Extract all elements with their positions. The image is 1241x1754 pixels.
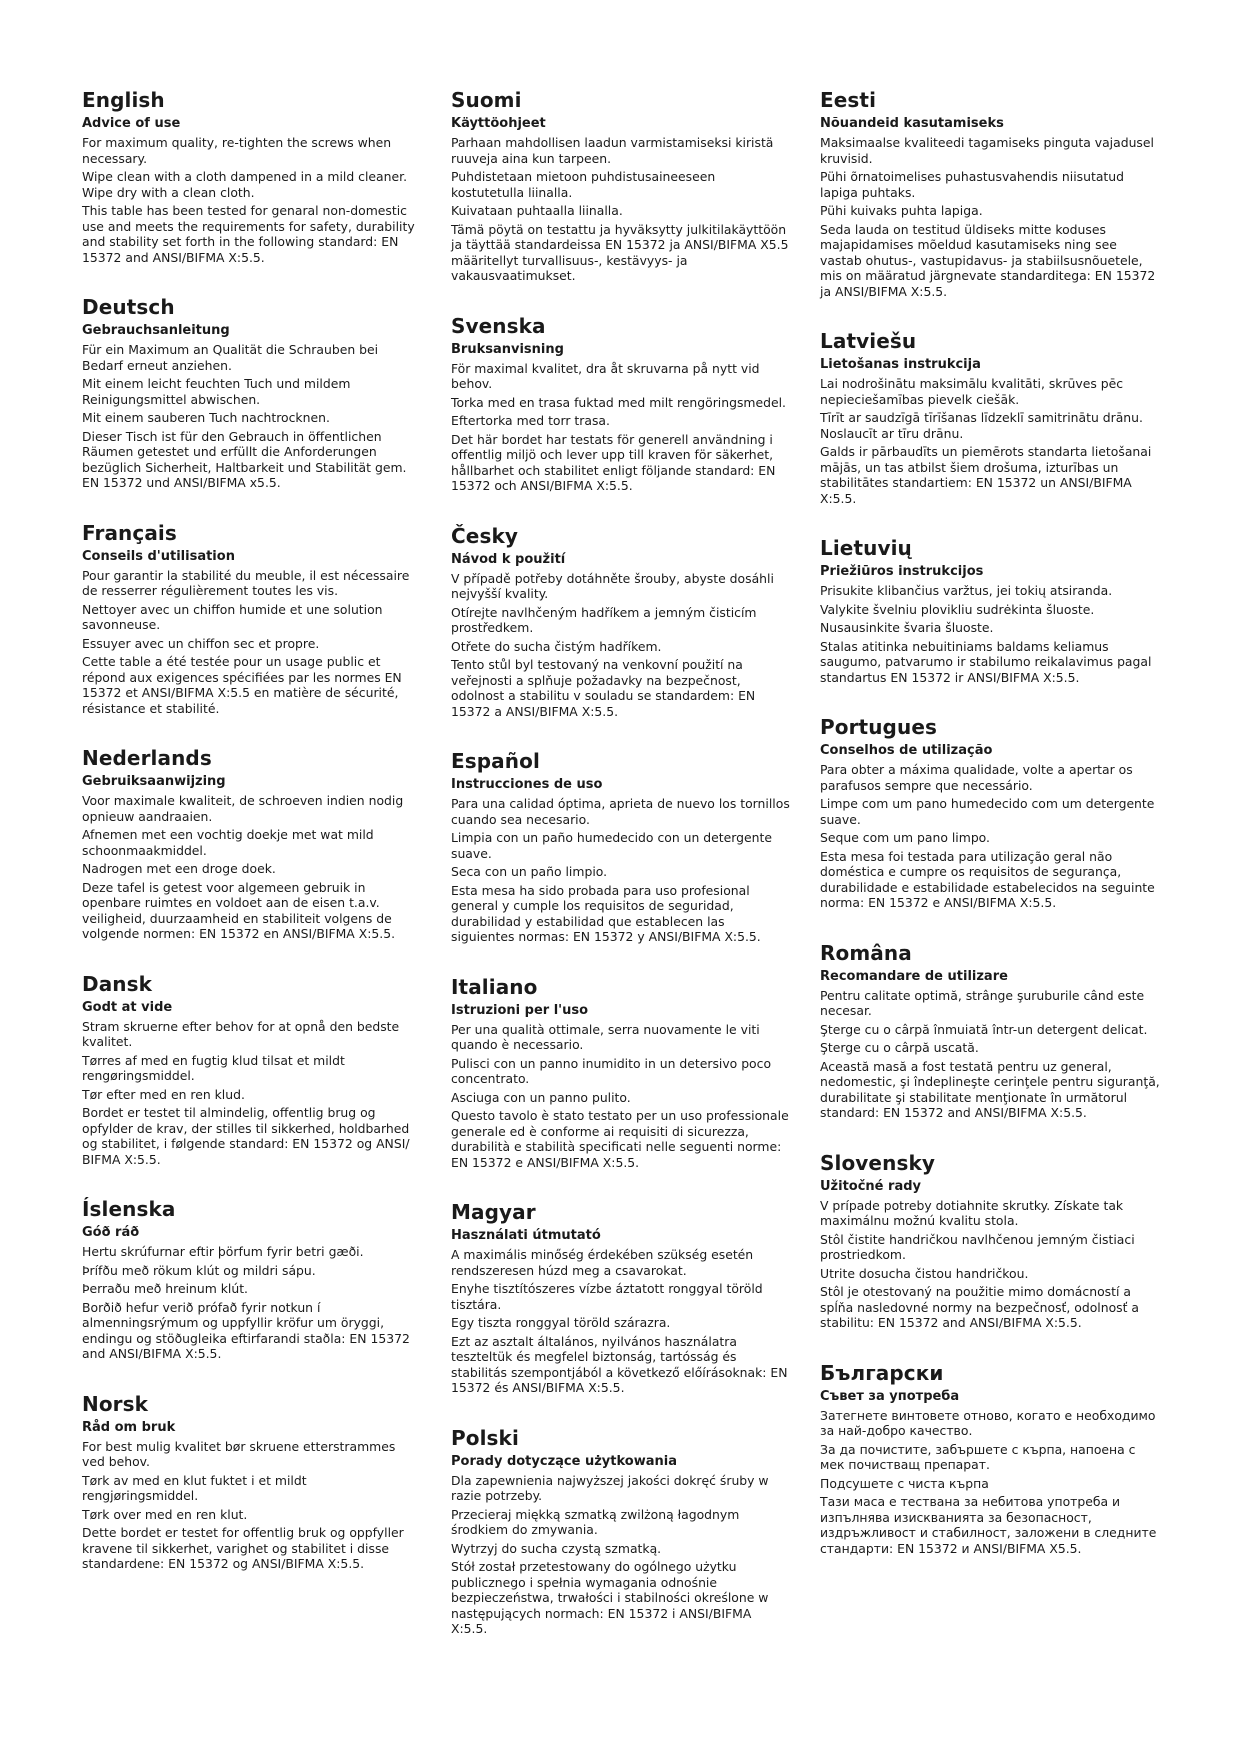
instruction-paragraph: Mit einem sauberen Tuch nachtrocknen. (82, 410, 330, 425)
section-heading: Godt at vide (82, 999, 173, 1015)
language-title: Polski (451, 1425, 519, 1450)
instruction-paragraph: Stôl čistite handričkou navlhčenou jemným čistiaci prostriedkom. (820, 1231, 1135, 1262)
language-section (820, 715, 1160, 911)
instruction-paragraph: Essuyer avec un chiffon sec et propre. (82, 635, 320, 651)
language-section (82, 972, 422, 1168)
instruction-paragraph: Tørres af med en fugtig klud tilsat et mildt rengøringsmiddel. (82, 1052, 345, 1083)
instruction-paragraph: Enyhe tisztítószeres vízbe áztatott ronggyal töröld tisztára. (451, 1281, 763, 1312)
instruction-paragraph: Questo tavolo è stato testato per un uso professionale generale ed è conforme ai requisiti di sicurezza, durabilità e stabilità specificati nelle seguenti norme: EN 15372 e ANSI/BIFMA X:5.5. (451, 1108, 789, 1170)
language-title: Dansk (82, 971, 153, 996)
instruction-paragraph: Pentru calitate optimă, strânge şuruburile când este necesar. (820, 987, 1145, 1018)
language-section (451, 1200, 791, 1396)
instruction-paragraph: Затегнете винтовете отново, когато е необходимо за най-добро качество. (820, 1407, 1156, 1438)
section-heading: Käyttöohjeet (451, 116, 546, 131)
instruction-paragraph: Tento stůl byl testovaný na venkovní použití na veřejnosti a splňuje požadavky na bezpečnost, odolnost a stabilitu v souladu se standardem: EN 15372 a ANSI/BIFMA X:5.5. (451, 657, 756, 719)
language-section (820, 1361, 1160, 1557)
instruction-paragraph: Tørk over med en ren klut. (82, 1506, 248, 1522)
language-section (451, 975, 791, 1171)
instruction-paragraph: Parhaan mahdollisen laadun varmistamiseksi kiristä ruuveja aina kun tarpeen. (451, 135, 774, 166)
language-title: Eesti (820, 88, 877, 112)
language-section (820, 941, 1160, 1121)
instruction-paragraph: Wipe clean with a cloth dampened in a mild cleaner. Wipe dry with a clean cloth. (82, 169, 408, 200)
language-section (820, 88, 1160, 299)
instruction-paragraph: This table has been tested for genaral non-domestic use and meets the requirements for safety, durability and stability set forth in the following standard: EN 15372 and ANSI/BIFMA X:5.5. (82, 203, 415, 265)
language-title: Íslenska (82, 1197, 176, 1221)
instruction-paragraph: Prisukite klibančius varžtus, jei tokių atsiranda. (820, 583, 1113, 598)
language-title: Français (82, 520, 177, 545)
instruction-paragraph: Przecieraj miękką szmatką zwilżoną łagodnym środkiem do zmywania. (451, 1506, 740, 1537)
instruction-paragraph: Limpia con un paño humedecido con un detergente suave. (451, 830, 772, 861)
instruction-paragraph: Galds ir pārbaudīts un piemērots standarta lietošanai mājās, un tas atbilst šiem drošuma, izturības un stabilitātes standartiem: EN 15372 un ANSI/BIFMA X:5.5. (820, 444, 1152, 506)
section-heading: Lietošanas instrukcija (820, 357, 981, 372)
instruction-paragraph: Pühi kuivaks puhta lapiga. (820, 203, 983, 218)
instruction-paragraph: Stram skruerne efter behov for at opnå den bedste kvalitet. (82, 1018, 400, 1049)
instruction-paragraph: Limpe com um pano humedecido com um detergente suave. (820, 796, 1155, 827)
section-heading: Съвет за употреба (820, 1388, 960, 1404)
language-section (820, 1151, 1160, 1331)
column-2 (451, 88, 791, 1640)
instruction-paragraph: Egy tiszta ronggyal töröld szárazra. (451, 1315, 671, 1330)
instruction-paragraph: Tämä pöytä on testattu ja hyväksytty julkitilakäyttöön ja täyttää standardeissa EN 15372 ja ANSI/BIFMA X5.5 määritellyt turvallisuus-, kestävyys- ja vakausvaatimukset. (451, 221, 789, 283)
section-heading: Istruzioni per l'uso (451, 1002, 589, 1018)
instruction-paragraph: V prípade potreby dotiahnite skrutky. Získate tak maximálnu možnú kvalitu stola. (820, 1197, 1124, 1228)
instruction-paragraph: Dieser Tisch ist für den Gebrauch in öffentlichen Räumen getestet und erfüllt die Anforderungen bezüglich Sicherheit, Haltbarkeit und Stabilität gem. EN 15372 und ANSI/BIFMA x5.5. (82, 428, 407, 490)
section-heading: Góð ráð (82, 1225, 140, 1240)
instruction-paragraph: Mit einem leicht feuchten Tuch und mildem Reinigungsmittel abwischen. (82, 376, 351, 407)
section-heading: Conseils d'utilisation (82, 548, 235, 564)
instruction-paragraph: Utrite dosucha čistou handričkou. (820, 1265, 1029, 1281)
language-title: Magyar (451, 1200, 536, 1224)
instruction-paragraph: Þrífðu með rökum klút og mildri sápu. (82, 1262, 316, 1278)
instruction-paragraph: Această masă a fost testată pentru uz general, nedomestic, şi îndeplineşte cerinţele pentru siguranţă, durabilitate şi stabilitate menţionate în următorul standard: EN 15372 and ANSI/BIFMA X:5.5. (820, 1058, 1160, 1120)
instruction-paragraph: Nusausinkite švaria šluoste. (820, 620, 994, 635)
instruction-paragraph: Seque com um pano limpo. (820, 830, 990, 845)
language-title: Latviešu (820, 329, 917, 353)
section-heading: Recomandare de utilizare (820, 968, 1008, 984)
instruction-paragraph: Dla zapewnienia najwyższej jakości dokręć śruby w razie potrzeby. (451, 1472, 769, 1503)
instruction-paragraph: Für ein Maximum an Qualität die Schrauben bei Bedarf erneut anziehen. (82, 342, 379, 373)
instruction-paragraph: Otírejte navlhčeným hadříkem a jemným čisticím prostředkem. (451, 604, 757, 635)
language-title: Deutsch (82, 295, 175, 319)
section-heading: Råd om bruk (82, 1419, 176, 1435)
instruction-paragraph: Nadrogen met een droge doek. (82, 861, 276, 876)
instruction-paragraph: För maximal kvalitet, dra åt skruvarna på nytt vid behov. (451, 360, 760, 391)
instruction-paragraph: Det här bordet har testats för generell användning i offentlig miljö och lever upp till kraven för säkerhet, hållbarhet och stabilitet enligt följande standard: EN 15372 och ANSI/BIFMA X:5.5. (451, 431, 776, 493)
instruction-paragraph: Asciuga con un panno pulito. (451, 1089, 631, 1105)
instruction-paragraph: Voor maximale kwaliteit, de schroeven indien nodig opnieuw aandraaien. (82, 793, 404, 824)
instruction-paragraph: Stół został przetestowany do ogólnego użytku publicznego i spełnia wymagania odnośnie bezpieczeństwa, trwałości i stabilności określone w następujących normach: EN 15372 i ANSI/BIFMA X:5.5. (451, 1559, 769, 1636)
section-heading: Gebruiksaanwijzing (82, 774, 226, 789)
language-title: Italiano (451, 974, 538, 999)
section-heading: Návod k použití (451, 551, 566, 567)
instruction-paragraph: Kuivataan puhtaalla liinalla. (451, 203, 623, 218)
language-title: Portugues (820, 715, 937, 739)
instruction-paragraph: Deze tafel is getest voor algemeen gebruik in openbare ruimtes en voldoet aan de eisen t.a.v. veiligheid, duurzaamheid en stabiliteit volgens de volgende normen: EN 15372 en ANSI/BIFMA X:5.5. (82, 879, 396, 941)
language-section (451, 1426, 791, 1637)
instruction-paragraph: Para una calidad óptima, aprieta de nuevo los tornillos cuando sea necesario. (451, 796, 790, 827)
instruction-paragraph: Wytrzyj do sucha czystą szmatką. (451, 1540, 662, 1556)
instruction-paragraph: Hertu skrúfurnar eftir þörfum fyrir betri gæði. (82, 1244, 364, 1259)
instruction-paragraph: For maximum quality, re-tighten the screws when necessary. (82, 135, 392, 166)
instruction-paragraph: Otřete do sucha čistým hadříkem. (451, 638, 662, 654)
instruction-paragraph: Afnemen met een vochtig doekje met wat mild schoonmaakmiddel. (82, 827, 374, 858)
instruction-paragraph: Maksimaalse kvaliteedi tagamiseks pinguta vajadusel kruvisid. (820, 135, 1154, 166)
column-1 (82, 88, 422, 1575)
instruction-paragraph: Seda lauda on testitud üldiseks mitte koduses majapidamises mõeldud kasutamiseks ning see vastab ohutus-, vastupidavus- ja stabiilsusnõuetele, mis on määratud järgnevate standarditega: EN 15372 ja ANSI/BIFMA X:5.5. (820, 221, 1156, 299)
language-section (82, 1392, 422, 1572)
language-title: Español (451, 749, 540, 773)
instruction-paragraph: Torka med en trasa fuktad med milt rengöringsmedel. (451, 394, 786, 410)
language-title: Suomi (451, 88, 522, 112)
section-heading: Nõuandeid kasutamiseks (820, 116, 1004, 131)
language-title: Lietuvių (820, 536, 912, 560)
language-title: Български (820, 1360, 944, 1385)
language-title: Româna (820, 940, 912, 965)
instruction-paragraph: Tīrīt ar saudzīgā tīrīšanas līdzeklī samitrinātu drānu. Noslaucīt ar tīru drānu. (820, 410, 1143, 441)
section-heading: Priežiūros instrukcijos (820, 564, 984, 579)
language-section (82, 746, 422, 942)
instruction-paragraph: Tørk av med en klut fuktet i et mildt rengjøringsmiddel. (82, 1472, 307, 1503)
language-section (451, 88, 791, 284)
language-section (820, 329, 1160, 506)
language-section (451, 524, 791, 720)
instruction-paragraph: Тази маса е тествана за небитова употреба и изпълнява изискванията за безопасност, издръжливост и стабилност, заложени в следните стандарти: EN 15372 и ANSI/BIFMA X5.5. (820, 1494, 1157, 1556)
instruction-paragraph: За да почистите, забършете с кърпа, напоена с мек почистващ препарат. (820, 1441, 1136, 1472)
instruction-paragraph: Cette table a été testée pour un usage public et répond aux exigences spécifiées par les normes EN 15372 et ANSI/BIFMA X:5.5 en matière de sécurité, résistance et stabilité. (82, 654, 402, 716)
column-3 (820, 88, 1160, 1559)
section-heading: Bruksanvisning (451, 341, 564, 357)
instruction-paragraph: Подсушете с чиста кърпа (820, 1475, 989, 1491)
language-section (82, 1197, 422, 1362)
section-heading: Conselhos de utilização (820, 743, 993, 758)
instruction-paragraph: Nettoyer avec un chiffon humide et une solution savonneuse. (82, 601, 383, 632)
language-title: Svenska (451, 313, 546, 338)
language-section (82, 88, 422, 265)
language-section (82, 521, 422, 717)
language-title: Česky (451, 523, 518, 548)
instruction-paragraph: Pour garantir la stabilité du meuble, il est nécessaire de resserrer régulièrement toutes les vis. (82, 567, 410, 598)
instruction-paragraph: Eftertorka med torr trasa. (451, 413, 610, 428)
instruction-paragraph: Valykite švelniu plovikliu sudrėkinta šluoste. (820, 601, 1095, 617)
instruction-paragraph: Şterge cu o cârpă uscată. (820, 1040, 979, 1055)
instruction-paragraph: Şterge cu o cârpă înmuiată într-un detergent delicat. (820, 1021, 1148, 1037)
section-heading: Instrucciones de uso (451, 777, 603, 792)
language-title: Nederlands (82, 746, 212, 770)
instruction-paragraph: Ezt az asztalt általános, nyilvános használatra teszteltük és megfelel biztonság, tartósság és stabilitás szempontjából a következő előírásoknak: EN 15372 és ANSI/BIFMA X:5.5. (451, 1333, 788, 1395)
language-section (451, 749, 791, 945)
section-heading: Porady dotyczące użytkowania (451, 1453, 677, 1469)
language-section (451, 314, 791, 494)
language-section (820, 536, 1160, 685)
instruction-paragraph: Borðið hefur verið prófað fyrir notkun í almenningsrýmum og uppfyllir kröfur um öryggi, endingu og stöðugleika eftirfarandi staðla: EN 15372 and ANSI/BIFMA X:5.5. (82, 1299, 410, 1361)
language-section (82, 295, 422, 491)
instruction-paragraph: Lai nodrošinātu maksimālu kvalitāti, skrūves pēc nepieciešamības pievelk ciešāk. (820, 376, 1124, 407)
instruction-paragraph: Dette bordet er testet for offentlig bruk og oppfyller kravene til sikkerhet, varighet og stabilitet i disse standardene: EN 15372 og ANSI/BIFMA X:5.5. (82, 1525, 404, 1571)
language-title: English (82, 88, 165, 112)
instruction-paragraph: Tør efter med en ren klud. (82, 1086, 245, 1102)
instruction-paragraph: A maximális minőség érdekében szükség esetén rendszeresen húzd meg a csavarokat. (451, 1247, 754, 1278)
instruction-paragraph: Puhdistetaan mietoon puhdistusaineeseen kostutetulla liinalla. (451, 169, 716, 200)
section-heading: Használati útmutató (451, 1228, 601, 1243)
section-heading: Užitočné rady (820, 1178, 921, 1194)
instruction-paragraph: For best mulig kvalitet bør skruene etterstrammes ved behov. (82, 1438, 396, 1469)
instruction-paragraph: Para obter a máxima qualidade, volte a apertar os parafusos sempre que necessário. (820, 762, 1133, 793)
instruction-paragraph: Bordet er testet til almindelig, offentlig brug og opfylder de krav, der stilles til sikkerhed, holdbarhed og stabilitet, i følgende standard: EN 15372 og ANSI/ BIFMA X:5.5. (82, 1105, 410, 1167)
instruction-paragraph: Per una qualità ottimale, serra nuovamente le viti quando è necessario. (451, 1021, 760, 1052)
instruction-paragraph: Pulisci con un panno inumidito in un detersivo poco concentrato. (451, 1055, 772, 1086)
instruction-paragraph: Seca con un paño limpio. (451, 864, 608, 879)
instruction-paragraph: Esta mesa ha sido probada para uso profesional general y cumple los requisitos de seguridad, durabilidad y estabilidad que establecen las siguientes normas: EN 15372 y ANSI/BIFMA X:5.5. (451, 882, 761, 944)
instruction-paragraph: Stôl je otestovaný na použitie mimo domácností a spĺňa nasledovné normy na bezpečnosť, odolnosť a stabilitu: EN 15372 and ANSI/BIFMA X:5.5. (820, 1284, 1140, 1330)
language-title: Slovensky (820, 1150, 935, 1175)
instruction-paragraph: Stalas atitinka nebuitiniams baldams keliamus saugumo, patvarumo ir stabilumo reikalavimus pagal standartus EN 15372 ir ANSI/BIFMA X:5.5. (820, 638, 1152, 685)
instruction-paragraph: Þerraðu með hreinum klút. (82, 1281, 248, 1296)
language-title: Norsk (82, 1391, 149, 1416)
section-heading: Gebrauchsanleitung (82, 323, 230, 338)
instruction-paragraph: Esta mesa foi testada para utilização geral não doméstica e cumpre os requisitos de segurança, durabilidade e estabilidade estabelecidos na seguinte norma: EN 15372 e ANSI/BIFMA X:5.5. (820, 848, 1155, 910)
instruction-paragraph: V případě potřeby dotáhněte šrouby, abyste dosáhli nejvyšší kvality. (451, 570, 774, 601)
instruction-paragraph: Pühi õrnatoimelises puhastusvahendis niisutatud lapiga puhtaks. (820, 169, 1124, 200)
section-heading: Advice of use (82, 116, 181, 131)
